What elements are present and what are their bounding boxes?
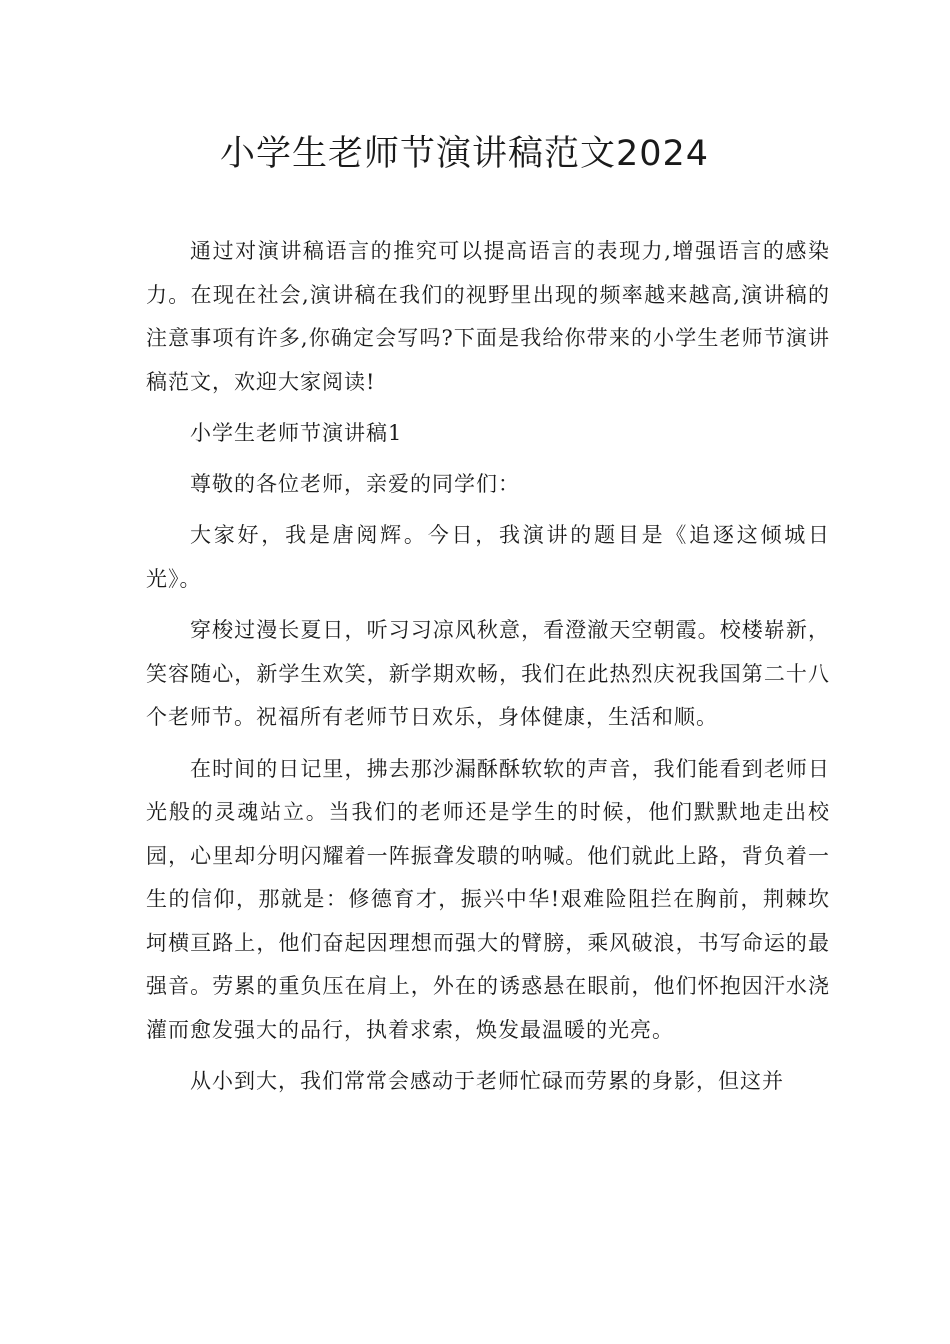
paragraph-teachers-journey: 在时间的日记里，拂去那沙漏酥酥软软的声音，我们能看到老师日光般的灵魂站立。当我们的老师还是学生的时候，他们默默地走出校园，心里却分明闪耀着一阵振聋发聩的呐喊。他们就此上路，背负着一生的信仰，那就是：修德育才，振兴中华!艰难险阻拦在胸前，荆棘坎坷横亘路上，他们奋起因理想而强大的臂膀，乘风破浪，书写命运的最强音。劳累的重负压在肩上，外在的诱惑悬在眼前，他们怀抱因汗水浇灌而愈发强大的品行，执着求索，焕发最温暖的光亮。 [146, 756, 830, 1043]
paragraph-celebration: 穿梭过漫长夏日，听习习凉风秋意，看澄澈天空朝霞。校楼崭新，笑容随心，新学生欢笑，新学期欢畅，我们在此热烈庆祝我国第二十八个老师节。祝福所有老师节日欢乐，身体健康，生活和顺。 [146, 618, 830, 730]
paragraph-salutation: 尊敬的各位老师，亲爱的同学们： [190, 472, 520, 497]
paragraph-greeting: 大家好，我是唐阅辉。今日，我演讲的题目是《追逐这倾城日光》。 [146, 523, 830, 591]
section-heading: 小学生老师节演讲稿1 [190, 420, 403, 445]
paragraph-continued: 从小到大，我们常常会感动于老师忙碌而劳累的身影，但这并 [190, 1069, 784, 1094]
document-title: 小学生老师节演讲稿范文2024 [220, 134, 710, 174]
document-body [146, 230, 830, 1104]
paragraph-intro: 通过对演讲稿语言的推究可以提高语言的表现力,增强语言的感染力。在现在社会,演讲稿在我们的视野里出现的频率越来越高,演讲稿的注意事项有许多,你确定会写吗?下面是我给你带来的小学生老师节演讲稿范文，欢迎大家阅读! [146, 239, 830, 394]
